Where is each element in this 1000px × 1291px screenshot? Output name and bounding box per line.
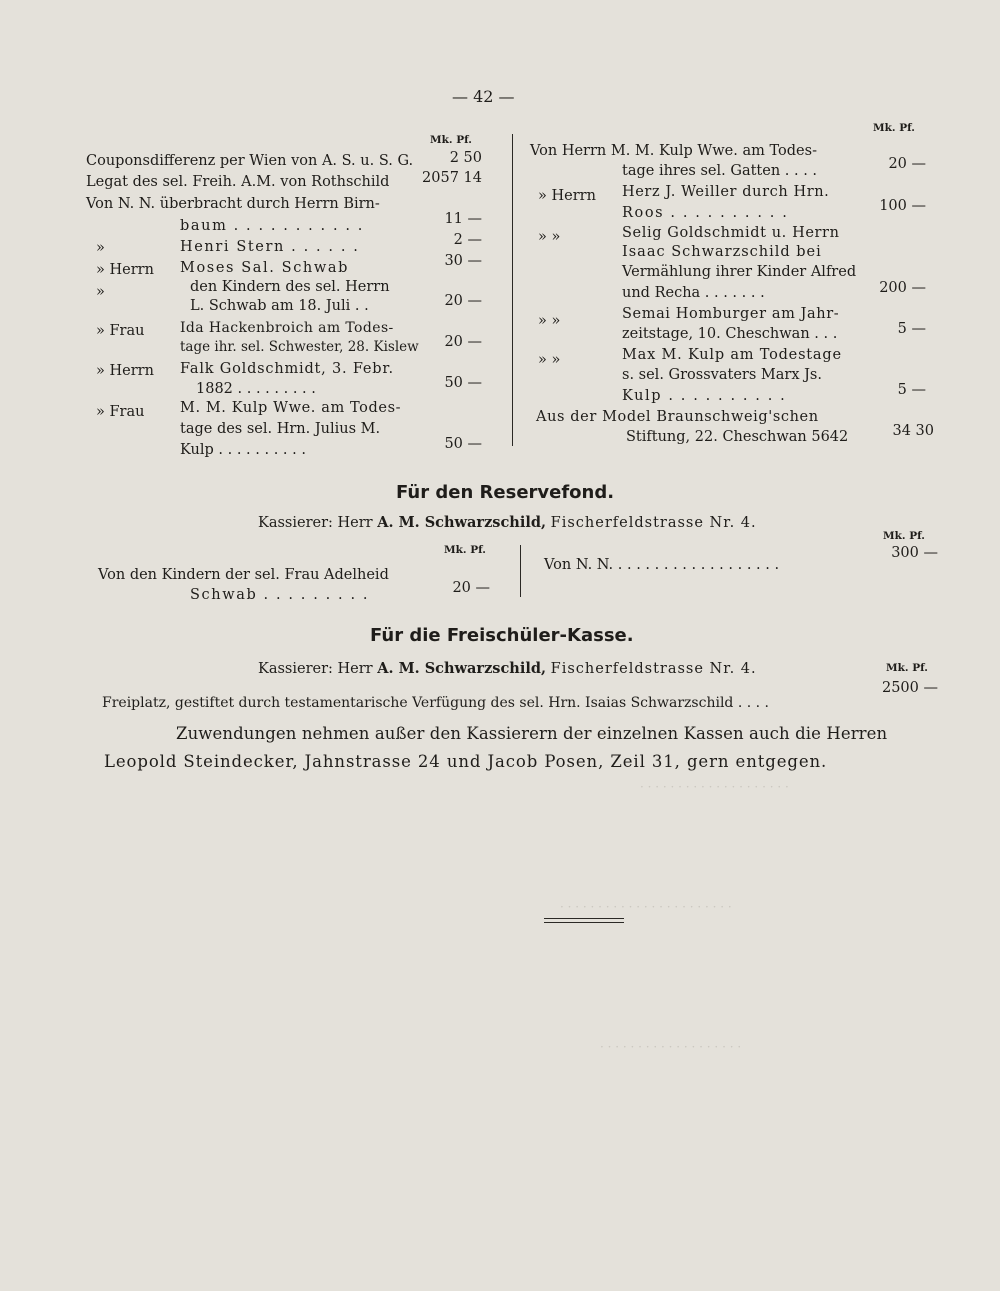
entry-text: L. Schwab am 18. Juli . . xyxy=(190,298,369,314)
entry-text: Herz J. Weiller durch Hrn. xyxy=(622,184,830,200)
entry-text: Von Herrn M. M. Kulp Wwe. am Todes- xyxy=(530,143,817,159)
entry-prefix: » Frau xyxy=(96,323,145,339)
entry-amount: 2 50 xyxy=(449,150,482,166)
entry-text: tage des sel. Hrn. Julius M. xyxy=(180,421,381,437)
entry-text: Moses Sal. Schwab xyxy=(180,260,350,276)
entry-text: Henri Stern . . . . . . xyxy=(180,239,360,255)
reserve-right-mk-pf-header: Mk. Pf. xyxy=(883,530,925,542)
page-number: — 42 — xyxy=(452,87,515,106)
entry-text: den Kindern des sel. Herrn xyxy=(190,279,390,295)
reserve-left-amount: 20 — xyxy=(452,580,490,596)
entry-text: tage ihres sel. Gatten . . . . xyxy=(622,163,818,179)
entry-text: Max M. Kulp am Todestage xyxy=(622,347,842,363)
entry-prefix: » » xyxy=(538,313,561,329)
entry-amount: 20 — xyxy=(444,334,482,350)
entry-amount: 5 — xyxy=(897,382,926,398)
freischueler-entry-text: Freiplatz, gestiftet durch testamentarische Verfügung des sel. Hrn. Isaias Schwarzschild . . . . xyxy=(102,695,769,711)
entry-prefix: » xyxy=(96,240,105,256)
entry-amount: 2057 14 xyxy=(422,170,482,186)
entry-amount: 100 — xyxy=(879,198,926,214)
entry-prefix: » » xyxy=(538,352,561,368)
kassierer-prefix: Kassierer: Herr xyxy=(258,661,373,677)
right-mk-pf-header: Mk. Pf. xyxy=(873,122,915,134)
reservefond-heading: Für den Reservefond. xyxy=(396,482,615,503)
reserve-left-text: Schwab . . . . . . . . . xyxy=(190,587,370,603)
entry-text: Von N. N. überbracht durch Herrn Birn- xyxy=(86,196,380,212)
entry-text: M. M. Kulp Wwe. am Todes- xyxy=(180,400,402,416)
entry-text: Kulp . . . . . . . . . . xyxy=(622,388,787,404)
entry-text: Legat des sel. Freih. A.M. von Rothschild xyxy=(86,174,390,190)
entry-amount: 20 — xyxy=(444,293,482,309)
entry-amount: 200 — xyxy=(879,280,926,296)
entry-text: s. sel. Grossvaters Marx Js. xyxy=(622,367,822,383)
entry-amount: 11 — xyxy=(444,211,482,227)
entry-text: Selig Goldschmidt u. Herrn xyxy=(622,225,840,241)
entry-amount: 34 30 xyxy=(892,423,934,439)
entry-amount: 20 — xyxy=(888,156,926,172)
bleed-through-text: · · · · · · · · · · · · · · · · · · · · xyxy=(640,780,789,794)
entry-text: 1882 . . . . . . . . . xyxy=(196,381,316,397)
entry-text: Couponsdifferenz per Wien von A. S. u. S. G. xyxy=(86,153,414,169)
entry-prefix: » Frau xyxy=(96,404,145,420)
reserve-right-text: Von N. N. . . . . . . . . . . . . . . . . . . xyxy=(544,557,780,573)
freischueler-mk-pf-header: Mk. Pf. xyxy=(886,662,928,674)
column-divider xyxy=(512,134,513,446)
entry-prefix: » Herrn xyxy=(538,188,596,204)
entry-text: Stiftung, 22. Cheschwan 5642 xyxy=(626,429,849,445)
entry-text: Ida Hackenbroich am Todes- xyxy=(180,320,394,336)
entry-text: Falk Goldschmidt, 3. Febr. xyxy=(180,361,394,377)
closing-note-line-2: Leopold Steindecker, Jahnstrasse 24 und Jacob Posen, Zeil 31, gern entgegen. xyxy=(104,752,828,771)
double-rule-top xyxy=(544,918,624,919)
entry-amount: 50 — xyxy=(444,436,482,452)
reserve-left-text: Von den Kindern der sel. Frau Adelheid xyxy=(98,567,389,583)
entry-prefix: » Herrn xyxy=(96,262,154,278)
entry-text: zeitstage, 10. Cheschwan . . . xyxy=(622,326,838,342)
double-rule-bottom xyxy=(544,922,624,923)
entry-text: Semai Homburger am Jahr- xyxy=(622,306,840,322)
kassierer-address: Fischerfeldstrasse Nr. 4. xyxy=(550,515,757,531)
reservefond-kassierer xyxy=(258,514,757,532)
entry-amount: 30 — xyxy=(444,253,482,269)
entry-text: Aus der Model Braunschweig'schen xyxy=(536,409,819,425)
entry-text: Isaac Schwarzschild bei xyxy=(622,244,822,260)
entry-text: Roos . . . . . . . . . . xyxy=(622,205,789,221)
entry-text: und Recha . . . . . . . xyxy=(622,285,765,301)
kassierer-name: A. M. Schwarzschild, xyxy=(377,514,547,531)
closing-note-line-1: Zuwendungen nehmen außer den Kassierern der einzelnen Kassen auch die Herren xyxy=(176,724,888,743)
left-mk-pf-header: Mk. Pf. xyxy=(430,134,472,146)
entry-prefix: » » xyxy=(538,229,561,245)
entry-text: baum . . . . . . . . . . . xyxy=(180,218,365,234)
reserve-column-divider xyxy=(520,545,521,597)
kassierer-address: Fischerfeldstrasse Nr. 4. xyxy=(550,661,757,677)
freischueler-kassierer xyxy=(258,660,757,678)
freischueler-heading: Für die Freischüler-Kasse. xyxy=(370,625,634,646)
entry-prefix: » Herrn xyxy=(96,363,154,379)
entry-prefix: » xyxy=(96,284,105,300)
kassierer-prefix: Kassierer: Herr xyxy=(258,515,373,531)
entry-text: Kulp . . . . . . . . . . xyxy=(180,442,306,458)
entry-amount: 50 — xyxy=(444,375,482,391)
entry-text: tage ihr. sel. Schwester, 28. Kislew xyxy=(180,339,419,355)
entry-text: Vermählung ihrer Kinder Alfred xyxy=(622,264,857,280)
reserve-right-amount: 300 — xyxy=(891,545,938,561)
freischueler-entry-amount: 2500 — xyxy=(881,680,938,696)
entry-amount: 5 — xyxy=(897,321,926,337)
reserve-left-mk-pf-header: Mk. Pf. xyxy=(444,544,486,556)
bleed-through-text: · · · · · · · · · · · · · · · · · · · · · · · xyxy=(560,900,732,914)
entry-amount: 2 — xyxy=(453,232,482,248)
kassierer-name: A. M. Schwarzschild, xyxy=(377,660,547,677)
bleed-through-text: · · · · · · · · · · · · · · · · · · · xyxy=(600,1040,742,1054)
